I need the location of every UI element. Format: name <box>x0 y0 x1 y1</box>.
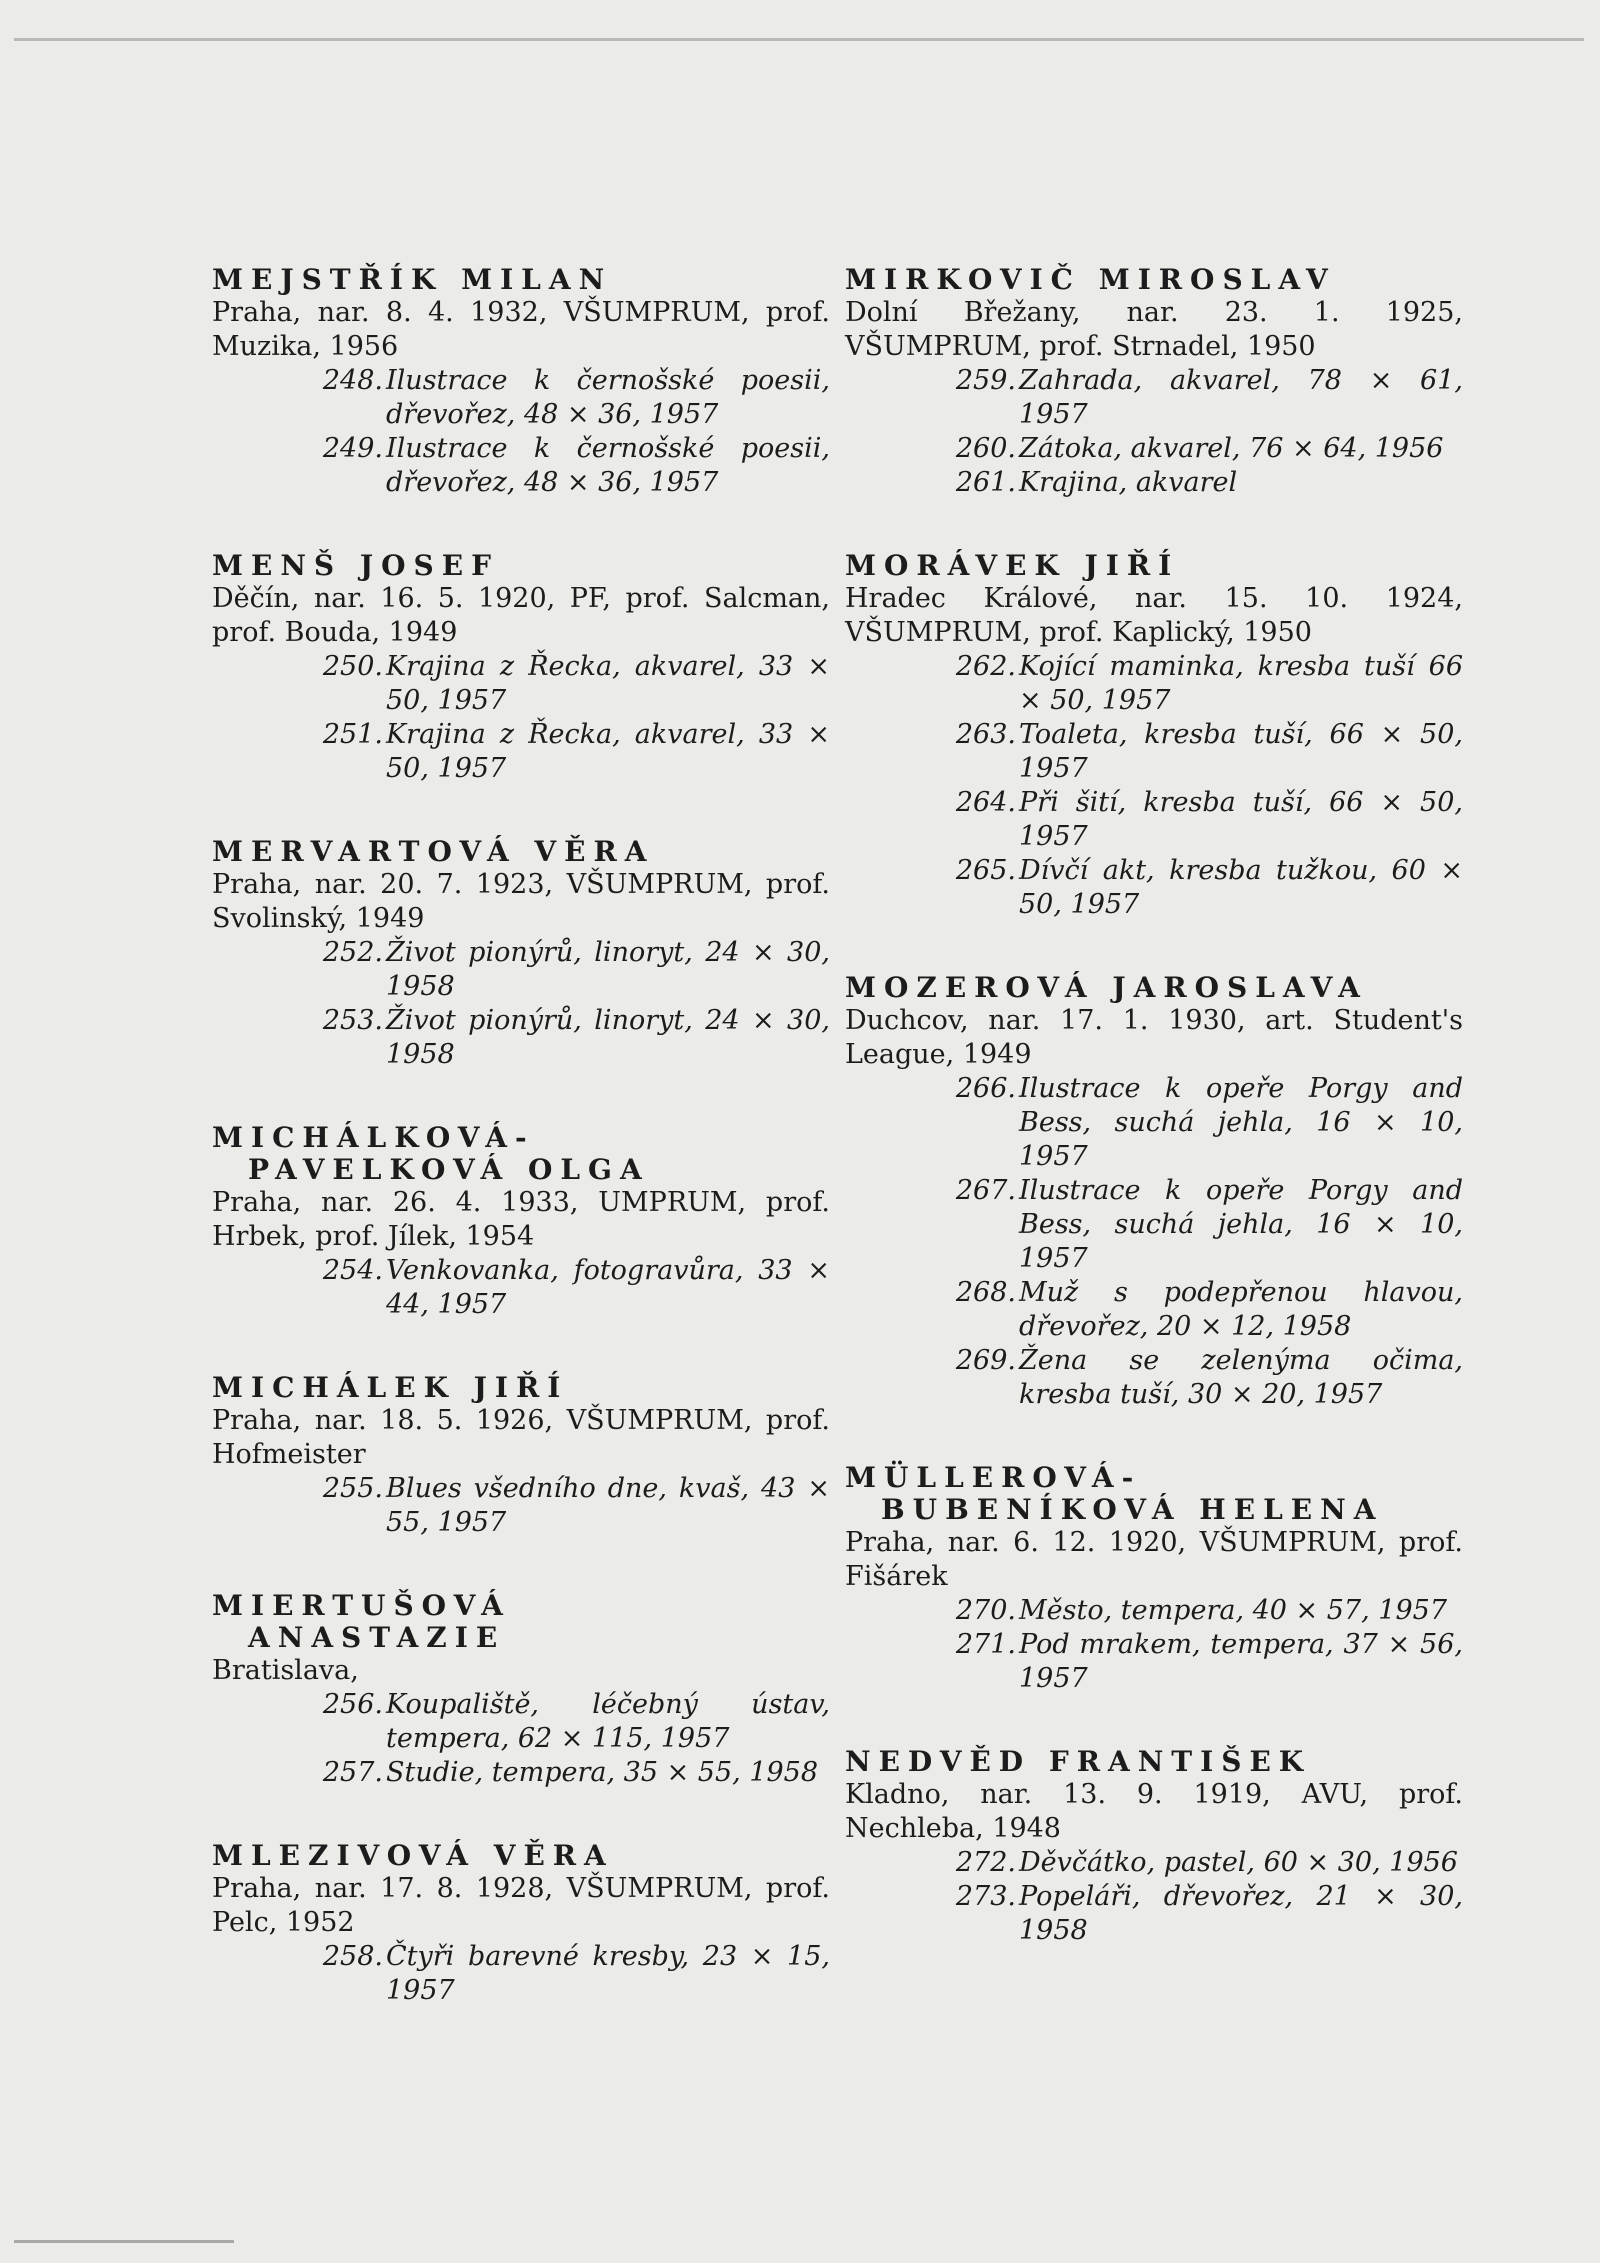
work-item <box>845 1846 1463 1880</box>
work-item <box>212 936 830 1004</box>
work-number: 256 . <box>307 1688 383 1722</box>
work-number: 261 . <box>940 466 1016 500</box>
artist-entry <box>845 1746 1463 1948</box>
work-description: Ilustrace k černošské poesii, dřevořez, 48 × 36, 1957 <box>386 433 830 498</box>
work-description: Kojící maminka, kresba tuší 66 × 50, 1957 <box>1019 651 1463 716</box>
work-description: Život pionýrů, linoryt, 24 × 30, 1958 <box>386 1005 830 1070</box>
work-item <box>212 1688 830 1756</box>
artist-name <box>212 1122 830 1186</box>
work-item <box>845 1628 1463 1696</box>
work-number: 252 . <box>307 936 383 970</box>
artist-name <box>212 264 830 296</box>
work-description: Krajina z Řecka, akvarel, 33 × 50, 1957 <box>386 719 830 784</box>
work-number: 269 . <box>940 1344 1016 1378</box>
artist-name <box>845 972 1463 1004</box>
work-item <box>845 1174 1463 1276</box>
artist-name-line: ANASTAZIE <box>248 1621 506 1654</box>
work-number: 268 . <box>940 1276 1016 1310</box>
right-column <box>845 264 1463 1998</box>
artist-bio: Duchcov, nar. 17. 1. 1930, art. Student's League, 1949 <box>845 1005 1463 1070</box>
artist-name <box>212 1840 830 1872</box>
work-number: 267 . <box>940 1174 1016 1208</box>
artist-entry <box>212 1590 830 1790</box>
artist-bio: Praha, nar. 8. 4. 1932, VŠUMPRUM, prof. Muzika, 1956 <box>212 297 830 362</box>
artist-name-line: PAVELKOVÁ OLGA <box>248 1153 650 1186</box>
artist-name-line: MORÁVEK JIŘÍ <box>845 549 1180 582</box>
work-item <box>212 1004 830 1072</box>
artist-name-line: MICHÁLEK JIŘÍ <box>212 1371 569 1404</box>
work-number: 273 . <box>940 1880 1016 1914</box>
work-number: 259 . <box>940 364 1016 398</box>
artist-entry <box>212 264 830 500</box>
work-number: 248 . <box>307 364 383 398</box>
work-number: 270 . <box>940 1594 1016 1628</box>
work-item <box>212 1940 830 2008</box>
work-description: Popeláři, dřevořez, 21 × 30, 1958 <box>1019 1881 1463 1946</box>
work-number: 251 . <box>307 718 383 752</box>
work-description: Venkovanka, fotogravůra, 33 × 44, 1957 <box>386 1255 830 1320</box>
artist-entry <box>845 1462 1463 1696</box>
work-number: 257 . <box>307 1756 383 1790</box>
work-description: Čtyři barevné kresby, 23 × 15, 1957 <box>386 1941 830 2006</box>
work-description: Blues všedního dne, kvaš, 43 × 55, 1957 <box>386 1473 830 1538</box>
work-item <box>845 854 1463 922</box>
artist-bio: Praha, nar. 26. 4. 1933, UMPRUM, prof. Hrbek, prof. Jílek, 1954 <box>212 1187 830 1252</box>
artist-name <box>845 550 1463 582</box>
work-description: Krajina z Řecka, akvarel, 33 × 50, 1957 <box>386 651 830 716</box>
left-column <box>212 264 830 2058</box>
work-item <box>212 1254 830 1322</box>
work-item <box>845 786 1463 854</box>
work-item <box>845 1344 1463 1412</box>
work-item <box>212 1756 830 1790</box>
top-rule <box>14 38 1584 41</box>
artist-entry <box>845 550 1463 922</box>
work-item <box>845 1072 1463 1174</box>
work-item <box>212 432 830 500</box>
work-number: 272 . <box>940 1846 1016 1880</box>
work-description: Děvčátko, pastel, 60 × 30, 1956 <box>1019 1847 1458 1878</box>
work-item <box>212 1472 830 1540</box>
work-description: Toaleta, kresba tuší, 66 × 50, 1957 <box>1019 719 1463 784</box>
artist-entry <box>212 1372 830 1540</box>
artist-name-line: MENŠ JOSEF <box>212 549 499 582</box>
work-number: 265 . <box>940 854 1016 888</box>
artist-bio: Praha, nar. 17. 8. 1928, VŠUMPRUM, prof. Pelc, 1952 <box>212 1873 830 1938</box>
work-number: 253 . <box>307 1004 383 1038</box>
artist-entry <box>845 972 1463 1412</box>
work-description: Zahrada, akvarel, 78 × 61, 1957 <box>1019 365 1463 430</box>
work-description: Krajina, akvarel <box>1019 467 1238 498</box>
artist-bio: Dolní Břežany, nar. 23. 1. 1925, VŠUMPRUM, prof. Strnadel, 1950 <box>845 297 1463 362</box>
work-item <box>845 1594 1463 1628</box>
work-description: Život pionýrů, linoryt, 24 × 30, 1958 <box>386 937 830 1002</box>
work-item <box>845 1276 1463 1344</box>
artist-name-line: MICHÁLKOVÁ- <box>212 1121 535 1154</box>
work-item <box>212 718 830 786</box>
work-description: Město, tempera, 40 × 57, 1957 <box>1019 1595 1447 1626</box>
work-item <box>845 650 1463 718</box>
work-number: 254 . <box>307 1254 383 1288</box>
work-item <box>212 650 830 718</box>
artist-name-line: MIERTUŠOVÁ <box>212 1589 511 1622</box>
work-item <box>845 718 1463 786</box>
artist-bio: Praha, nar. 18. 5. 1926, VŠUMPRUM, prof. Hofmeister <box>212 1405 830 1470</box>
work-description: Muž s podepřenou hlavou, dřevořez, 20 × 12, 1958 <box>1019 1277 1463 1342</box>
artist-bio: Praha, nar. 20. 7. 1923, VŠUMPRUM, prof. Svolinský, 1949 <box>212 869 830 934</box>
artist-entry <box>212 550 830 786</box>
work-number: 255 . <box>307 1472 383 1506</box>
artist-entry <box>212 1840 830 2008</box>
artist-bio: Praha, nar. 6. 12. 1920, VŠUMPRUM, prof. Fišárek <box>845 1527 1463 1592</box>
artist-name-line: MIRKOVIČ MIROSLAV <box>845 263 1336 296</box>
artist-name <box>212 1372 830 1404</box>
work-item <box>845 466 1463 500</box>
artist-name <box>212 1590 830 1654</box>
work-description: Ilustrace k černošské poesii, dřevořez, 48 × 36, 1957 <box>386 365 830 430</box>
artist-bio: Hradec Králové, nar. 15. 10. 1924, VŠUMPRUM, prof. Kaplický, 1950 <box>845 583 1463 648</box>
artist-entry <box>212 1122 830 1322</box>
work-item <box>212 364 830 432</box>
work-description: Při šití, kresba tuší, 66 × 50, 1957 <box>1019 787 1463 852</box>
work-number: 266 . <box>940 1072 1016 1106</box>
artist-name-line: MOZEROVÁ JAROSLAVA <box>845 971 1368 1004</box>
artist-name <box>212 550 830 582</box>
artist-entry <box>845 264 1463 500</box>
work-number: 250 . <box>307 650 383 684</box>
artist-name <box>845 1462 1463 1526</box>
artist-name-line: BUBENÍKOVÁ HELENA <box>881 1493 1384 1526</box>
work-number: 262 . <box>940 650 1016 684</box>
work-description: Ilustrace k opeře Porgy and Bess, suchá jehla, 16 × 10, 1957 <box>1019 1073 1463 1172</box>
artist-name <box>845 264 1463 296</box>
work-number: 258 . <box>307 1940 383 1974</box>
work-item <box>845 1880 1463 1948</box>
artist-bio: Děčín, nar. 16. 5. 1920, PF, prof. Salcman, prof. Bouda, 1949 <box>212 583 830 648</box>
work-number: 260 . <box>940 432 1016 466</box>
artist-name <box>212 836 830 868</box>
artist-name-line: MLEZIVOVÁ VĚRA <box>212 1839 614 1872</box>
artist-entry <box>212 836 830 1072</box>
artist-name-line: MERVARTOVÁ VĚRA <box>212 835 655 868</box>
artist-name-line: NEDVĚD FRANTIŠEK <box>845 1745 1312 1778</box>
work-number: 264 . <box>940 786 1016 820</box>
bottom-rule <box>14 2240 234 2243</box>
work-description: Zátoka, akvarel, 76 × 64, 1956 <box>1019 433 1444 464</box>
artist-bio: Kladno, nar. 13. 9. 1919, AVU, prof. Nechleba, 1948 <box>845 1779 1463 1844</box>
work-description: Žena se zelenýma očima, kresba tuší, 30 × 20, 1957 <box>1019 1345 1463 1410</box>
artist-name-line: MÜLLEROVÁ- <box>845 1461 1142 1494</box>
work-description: Koupaliště, léčebný ústav, tempera, 62 × 115, 1957 <box>386 1689 830 1754</box>
artist-name <box>845 1746 1463 1778</box>
work-number: 263 . <box>940 718 1016 752</box>
work-item <box>845 364 1463 432</box>
work-description: Ilustrace k opeře Porgy and Bess, suchá jehla, 16 × 10, 1957 <box>1019 1175 1463 1274</box>
work-description: Pod mrakem, tempera, 37 × 56, 1957 <box>1019 1629 1463 1694</box>
work-number: 271 . <box>940 1628 1016 1662</box>
work-item <box>845 432 1463 466</box>
artist-name-line: MEJSTŘÍK MILAN <box>212 263 613 296</box>
work-number: 249 . <box>307 432 383 466</box>
work-description: Studie, tempera, 35 × 55, 1958 <box>386 1757 819 1788</box>
work-description: Dívčí akt, kresba tužkou, 60 × 50, 1957 <box>1019 855 1463 920</box>
artist-bio: Bratislava, <box>212 1655 359 1686</box>
